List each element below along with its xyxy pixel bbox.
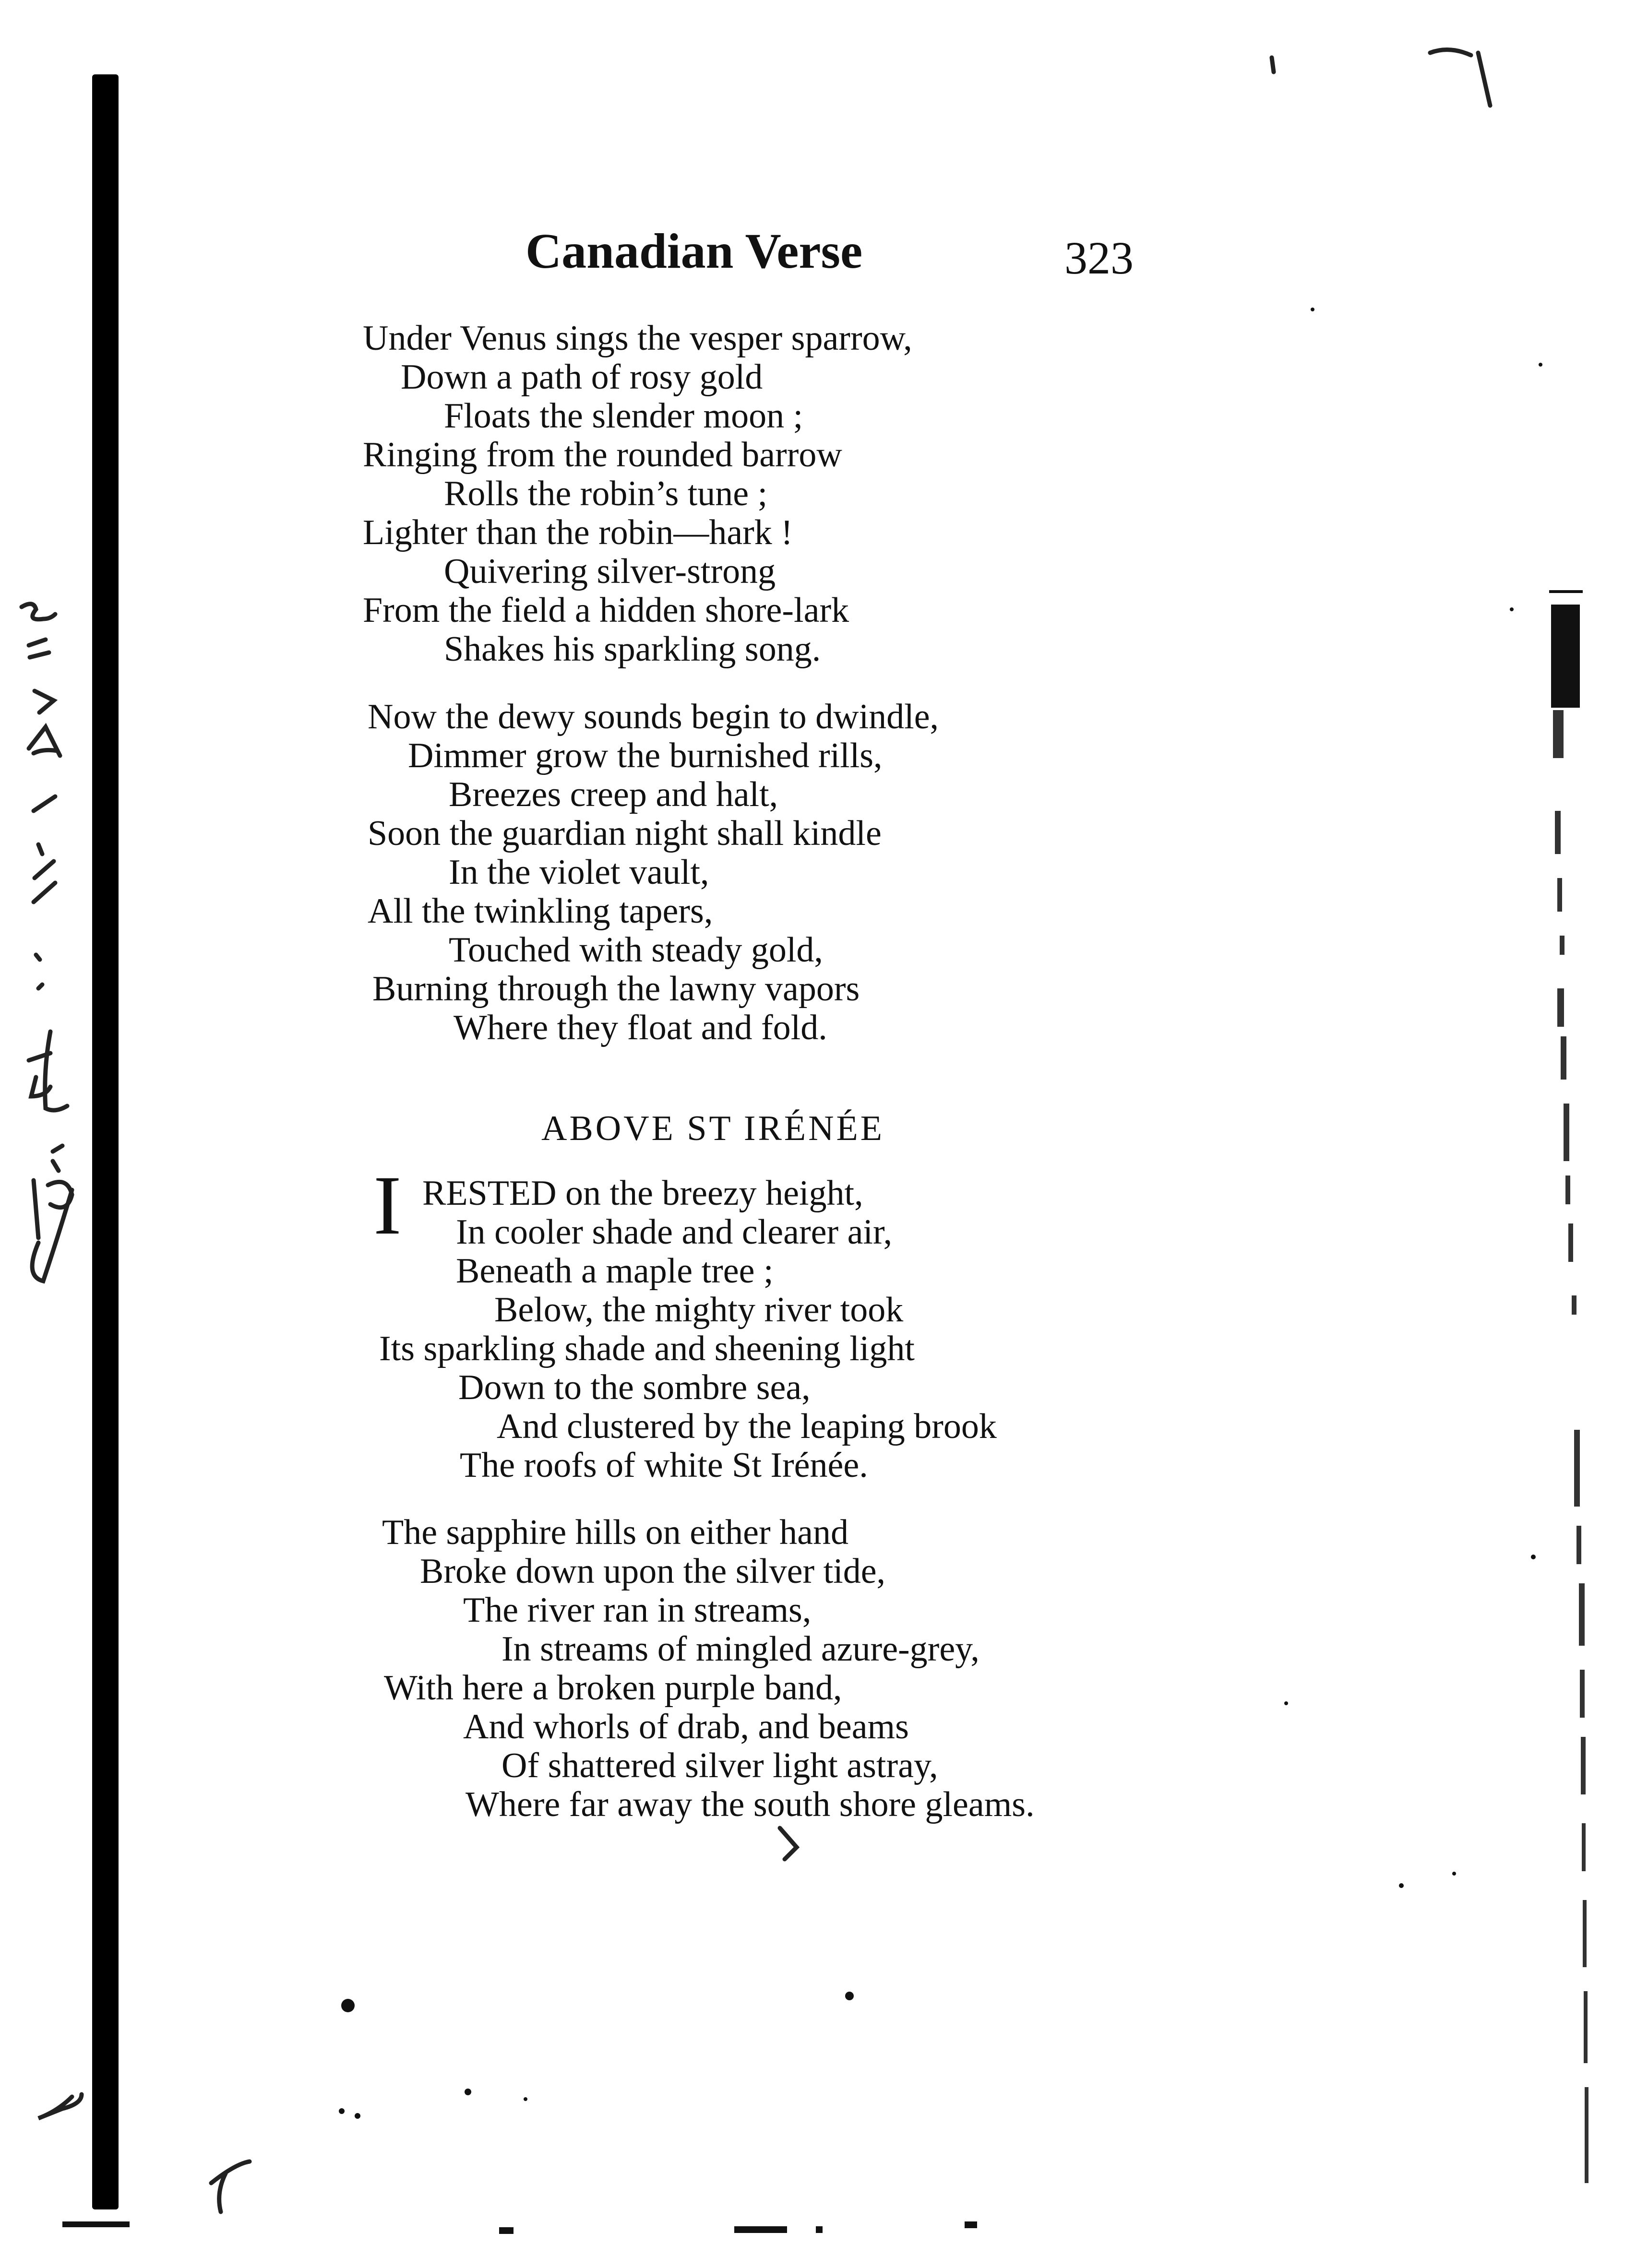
verse-line: Where far away the south shore gleams. bbox=[466, 1785, 1035, 1824]
verse-line: Touched with steady gold, bbox=[449, 930, 823, 970]
verse-line: The river ran in streams, bbox=[463, 1591, 812, 1630]
verse-line: Ringing from the rounded barrow bbox=[363, 435, 842, 475]
verse-line: Below, the mighty river took bbox=[494, 1290, 904, 1330]
verse-line: Shakes his sparkling song. bbox=[444, 629, 821, 669]
verse-line: Rolls the robin’s tune ; bbox=[444, 474, 768, 513]
verse-line: Breezes creep and halt, bbox=[449, 775, 778, 814]
verse-line: The roofs of white St Irénée. bbox=[460, 1446, 868, 1485]
verse-line: Down a path of rosy gold bbox=[401, 357, 763, 397]
verse-line: Dimmer grow the burnished rills, bbox=[408, 736, 883, 775]
verse-line: In cooler shade and clearer air, bbox=[456, 1212, 893, 1252]
verse-line: Quivering silver-strong bbox=[444, 552, 776, 591]
verse-line: From the field a hidden shore-lark bbox=[363, 591, 849, 630]
verse-line: In the violet vault, bbox=[449, 853, 709, 892]
running-header-title: Canadian Verse bbox=[525, 224, 863, 279]
verse-line: In streams of mingled azure-grey, bbox=[502, 1629, 979, 1669]
drop-cap: I bbox=[373, 1159, 402, 1252]
poem-title: ABOVE ST IRÉNÉE bbox=[541, 1109, 884, 1148]
verse-line: All the twinkling tapers, bbox=[368, 891, 713, 931]
verse-line: Beneath a maple tree ; bbox=[456, 1251, 774, 1291]
verse-line: The sapphire hills on either hand bbox=[382, 1513, 849, 1552]
verse-line: RESTED on the breezy height, bbox=[422, 1174, 863, 1213]
verse-line: Its sparkling shade and sheening light bbox=[379, 1329, 915, 1368]
verse-line: Of shattered silver light astray, bbox=[502, 1746, 938, 1785]
verse-line: Lighter than the robin—hark ! bbox=[363, 513, 793, 552]
verse-line: With here a broken purple band, bbox=[384, 1668, 842, 1708]
verse-line: Burning through the lawny vapors bbox=[372, 969, 860, 1009]
page-number: 323 bbox=[1064, 232, 1134, 284]
verse-line: Broke down upon the silver tide, bbox=[420, 1552, 886, 1591]
verse-line: Under Venus sings the vesper sparrow, bbox=[363, 319, 912, 358]
verse-line: Soon the guardian night shall kindle bbox=[368, 814, 882, 853]
verse-line: And clustered by the leaping brook bbox=[497, 1407, 997, 1446]
verse-line: Down to the sombre sea, bbox=[458, 1368, 811, 1407]
verse-line: Floats the slender moon ; bbox=[444, 396, 803, 436]
verse-line: And whorls of drab, and beams bbox=[463, 1707, 909, 1746]
verse-line: Now the dewy sounds begin to dwindle, bbox=[368, 697, 939, 736]
verse-line: Where they float and fold. bbox=[454, 1008, 827, 1047]
